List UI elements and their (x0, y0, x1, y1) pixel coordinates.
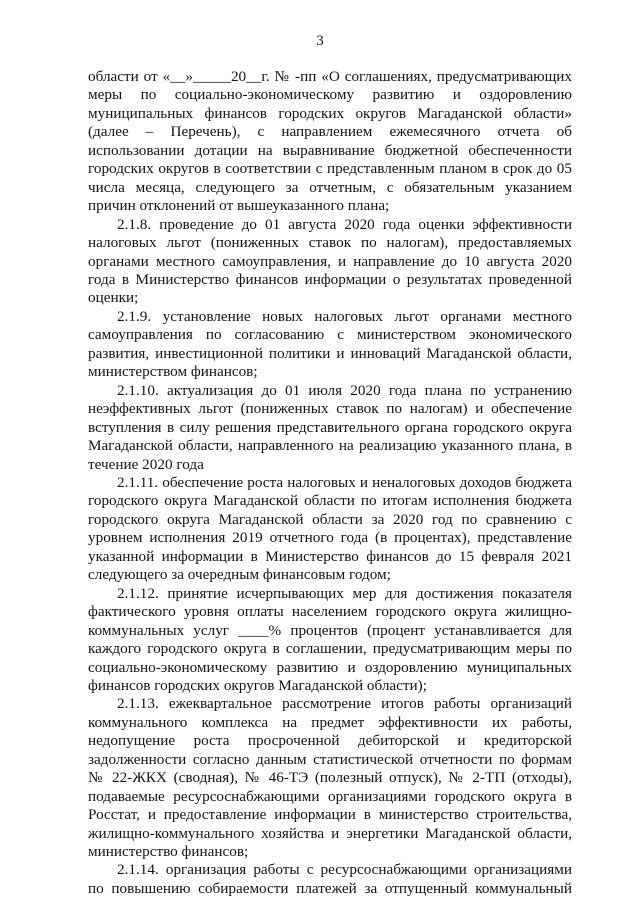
paragraph-2-1-14: 2.1.14. организация работы с ресурсоснабжающими организациями по повышению собираемости платежей за отпущенный коммунальный (88, 861, 572, 897)
page-number: 3 (316, 33, 324, 49)
paragraph-2-1-8: 2.1.8. проведение до 01 августа 2020 года оценки эффективности налоговых льгот (пониженных ставок по налогам), предоставляемых органами местного самоуправления, и направление до 10 августа 2020 года в Министерство финансов информации о результатах проведенной оценки; (88, 215, 572, 307)
document-body (88, 68, 572, 898)
paragraph-2-1-11: 2.1.11. обеспечение роста налоговых и неналоговых доходов бюджета городского округа Магаданской области по итогам исполнения бюджета городского округа Магаданской области за 2020 год по сравнению с уровнем исполнения 2019 отчетного года (в процентах), представление указанной информации в Министерство финансов до 15 февраля 2021 следующего за очередным финансовым годом; (88, 473, 572, 584)
paragraph-2-1-10: 2.1.10. актуализация до 01 июля 2020 года плана по устранению неэффективных льгот (пониженных ставок по налогам) и обеспечение вступления в силу решения представительного органа городского округа Магаданской области, направленного на реализацию указанного плана, в течение 2020 года (88, 381, 572, 473)
paragraph-2-1-13: 2.1.13. ежеквартальное рассмотрение итогов работы организаций коммунального комплекса на предмет эффективности их работы, недопущение роста просроченной дебиторской и кредиторской задолженности согласно данным статистической отчетности по формам № 22-ЖКХ (сводная), № 46-ТЭ (полезный отпуск), № 2-ТП (отходы), подаваемые ресурсоснабжающими организациями городского округа в Росстат, и предоставление информации в министерство строительства, жилищно-коммунального хозяйства и энергетики Магаданской области, министерство финансов; (88, 695, 572, 861)
paragraph-2-1-12: 2.1.12. принятие исчерпывающих мер для достижения показателя фактического уровня оплаты населением городского округа жилищно-коммунальных услуг ____% процентов (процент устанавливается для каждого городского округа в соглашении, предусматривающим меры по социально-экономическому развитию и оздоровлению муниципальных финансов городских округов Магаданской области); (88, 584, 572, 694)
paragraph-continuation: области от «__»_____20__г. № -пп «О соглашениях, предусматривающих меры по социально-экономическому развитию и оздоровлению муниципальных финансов городских округов Магаданской области» (далее – Перечень), с направлением ежемесячного отчета об использовании дотации на выравнивание бюджетной обеспеченности городских округов в соответствии с представленным планом в срок до 05 числа месяца, следующего за отчетным, с обязательным указанием причин отклонений от вышеуказанного плана; (88, 68, 572, 215)
paragraph-2-1-9: 2.1.9. установление новых налоговых льгот органами местного самоуправления по согласованию с министерством экономического развития, инвестиционной политики и инноваций Магаданской области, министерством финансов; (88, 307, 572, 381)
